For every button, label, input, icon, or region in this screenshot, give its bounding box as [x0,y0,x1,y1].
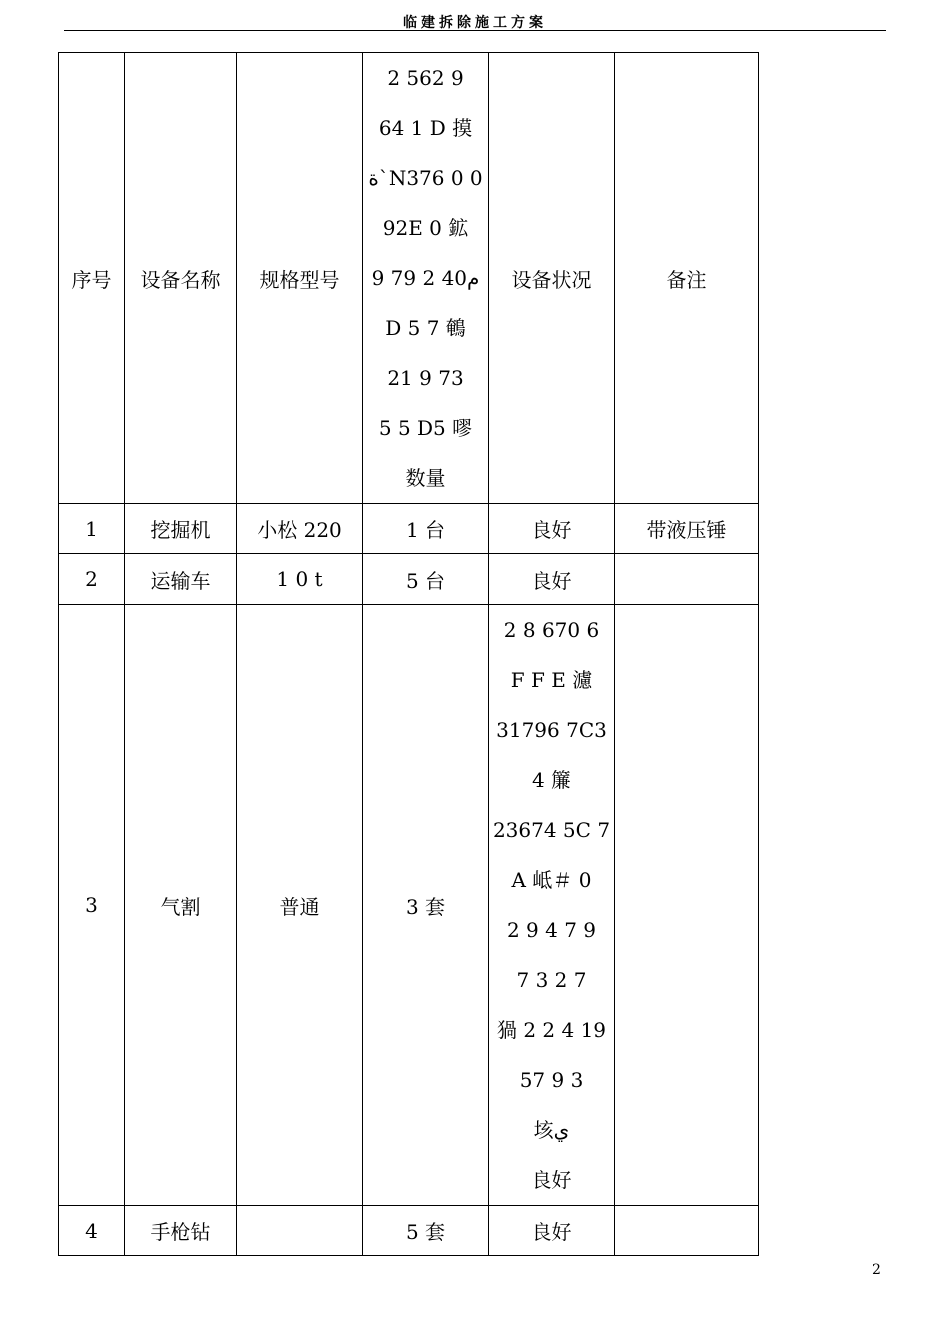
cell-status-line: A 岻＃ 0 [511,868,592,892]
table-row [59,605,759,1206]
cell-seq: 2 [59,554,125,605]
table-row [59,504,759,554]
header-quantity-line: 2 562 9 [387,66,464,90]
header-quantity-line: D 5 7 鵪 [385,316,466,340]
cell-status-line: F F E 濾 [510,668,593,692]
header-name: 设备名称 [125,53,237,504]
header-quantity-line: م40 2 79 9 [371,266,480,290]
table-row [59,554,759,605]
header-quantity [363,53,489,504]
cell-status-value: 良好 [531,1168,572,1192]
header-seq: 序号 [59,53,125,504]
cell-quantity: 5 套 [363,1206,489,1256]
cell-note [615,1206,759,1256]
cell-model: 小松 220 [237,504,363,554]
cell-status-line: 4 簾 [531,768,572,792]
cell-model: 普通 [237,605,363,1206]
cell-name: 挖掘机 [125,504,237,554]
cell-quantity: 1 台 [363,504,489,554]
document-header-title: 临建拆除施工方案 [403,15,547,31]
header-quantity-lines [363,53,488,503]
header-quantity-line: 92E 0 鉱 [382,216,469,240]
cell-name: 气割 [125,605,237,1206]
table-row [59,1206,759,1256]
cell-status-lines [489,605,614,1205]
cell-model [237,1206,363,1256]
cell-status-line: 2 8 670 6 [503,618,600,642]
header-quantity-line: 64 1 D 摸 [378,116,473,140]
cell-quantity: 5 台 [363,554,489,605]
cell-status: 良好 [489,504,615,554]
cell-status-line: 57 9 3 [519,1068,584,1092]
equipment-table [58,52,759,1256]
header-quantity-line: 21 9 73 [387,366,464,390]
cell-status-line: 垓ي [533,1118,570,1142]
cell-name: 运输车 [125,554,237,605]
header-divider [64,30,886,31]
cell-seq: 4 [59,1206,125,1256]
header-quantity-line: ة`N376 0 0 [368,166,483,190]
cell-note: 带液压锤 [615,504,759,554]
table-header-row [59,53,759,504]
cell-note [615,605,759,1206]
header-quantity-label: 数量 [405,466,446,490]
cell-status-line: 23674 5C 7 [492,818,611,842]
cell-status: 良好 [489,554,615,605]
header-quantity-line: 5 5 D5 嘐 [378,416,473,440]
cell-status-line: 猧 2 2 4 19 [496,1018,607,1042]
cell-note [615,554,759,605]
cell-quantity: 3 套 [363,605,489,1206]
cell-seq: 3 [59,605,125,1206]
cell-model: 1 0 t [237,554,363,605]
cell-name: 手枪钻 [125,1206,237,1256]
header-status: 设备状况 [489,53,615,504]
cell-seq: 1 [59,504,125,554]
cell-status: 良好 [489,1206,615,1256]
cell-status-line: 7 3 2 7 [516,968,587,992]
header-model: 规格型号 [237,53,363,504]
page-number: 2 [872,1262,881,1278]
header-note: 备注 [615,53,759,504]
cell-status-line: 31796 7C3 [496,718,607,742]
cell-status-line: 2 9 4 7 9 [506,918,597,942]
cell-status [489,605,615,1206]
